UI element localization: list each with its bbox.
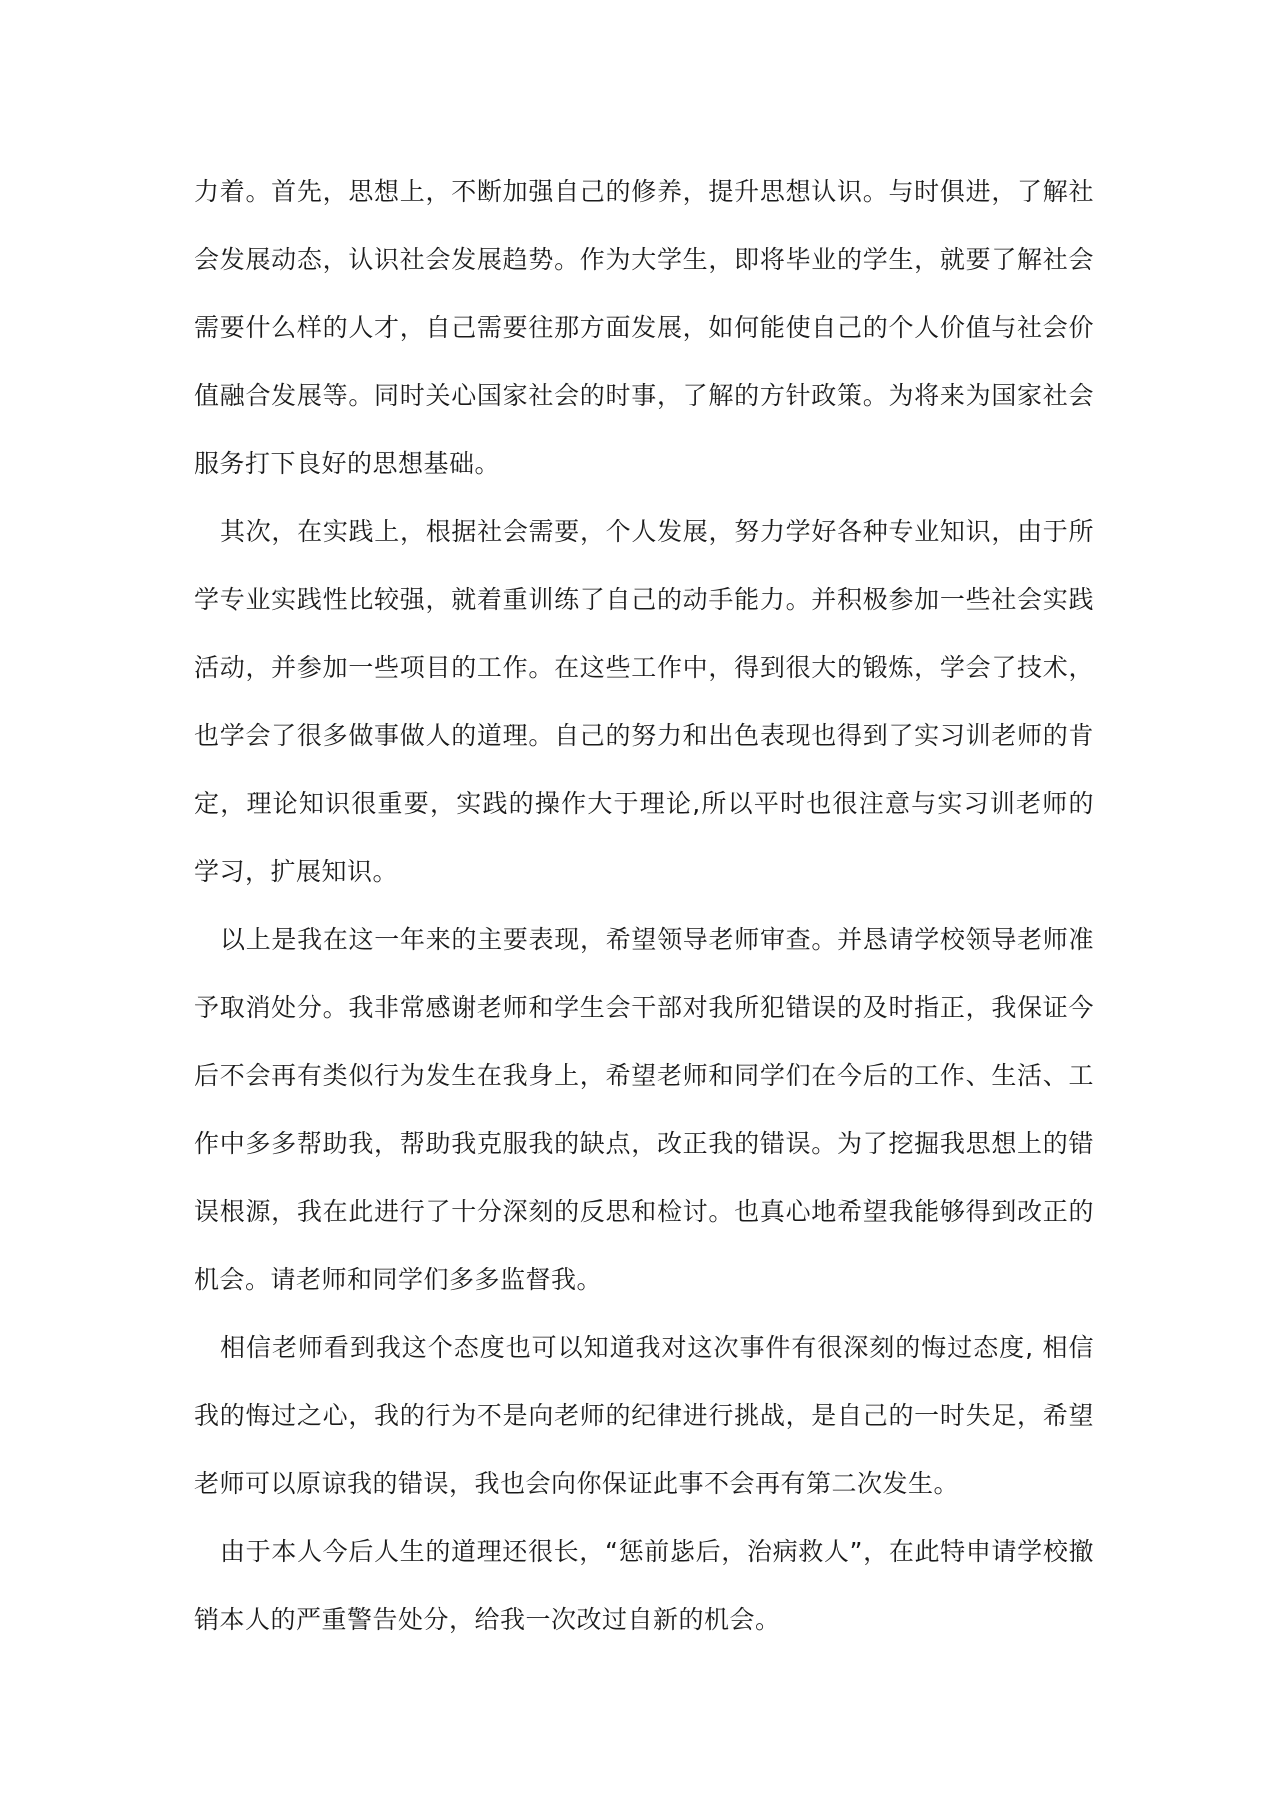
paragraph-2: 其次，在实践上，根据社会需要，个人发展，努力学好各种专业知识，由于所学专业实践性比较强，就着重训练了自己的动手能力。并积极参加一些社会实践活动，并参加一些项目的工作。在这些工作中，得到很大的锻炼，学会了技术，也学会了很多做事做人的道理。自己的努力和出色表现也得到了实习训老师的肯定，理论知识很重要，实践的操作大于理论,所以平时也很注意与实习训老师的学习，扩展知识。 [194, 517, 1094, 886]
paragraph-1: 力着。首先，思想上，不断加强自己的修养，提升思想认识。与时俱进，了解社会发展动态，认识社会发展趋势。作为大学生，即将毕业的学生，就要了解社会需要什么样的人才，自己需要往那方面发展，如何能使自己的个人价值与社会价值融合发展等。同时关心国家社会的时事，了解的方针政策。为将来为国家社会服务打下良好的思想基础。 [194, 177, 1094, 478]
paragraph-3: 以上是我在这一年来的主要表现，希望领导老师审查。并恳请学校领导老师准予取消处分。我非常感谢老师和学生会干部对我所犯错误的及时指正，我保证今后不会再有类似行为发生在我身上，希望老师和同学们在今后的工作、生活、工作中多多帮助我，帮助我克服我的缺点，改正我的错误。为了挖掘我思想上的错误根源，我在此进行了十分深刻的反思和检讨。也真心地希望我能够得到改正的机会。请老师和同学们多多监督我。 [194, 925, 1094, 1294]
document-body [194, 158, 1094, 1654]
paragraph-5: 由于本人今后人生的道理还很长，“惩前毖后，治病救人”，在此特申请学校撤销本人的严重警告处分，给我一次改过自新的机会。 [194, 1537, 1094, 1634]
paragraph-4: 相信老师看到我这个态度也可以知道我对这次事件有很深刻的悔过态度, 相信我的悔过之心，我的行为不是向老师的纪律进行挑战，是自己的一时失足，希望老师可以原谅我的错误，我也会向你保证此事不会再有第二次发生。 [194, 1333, 1094, 1498]
